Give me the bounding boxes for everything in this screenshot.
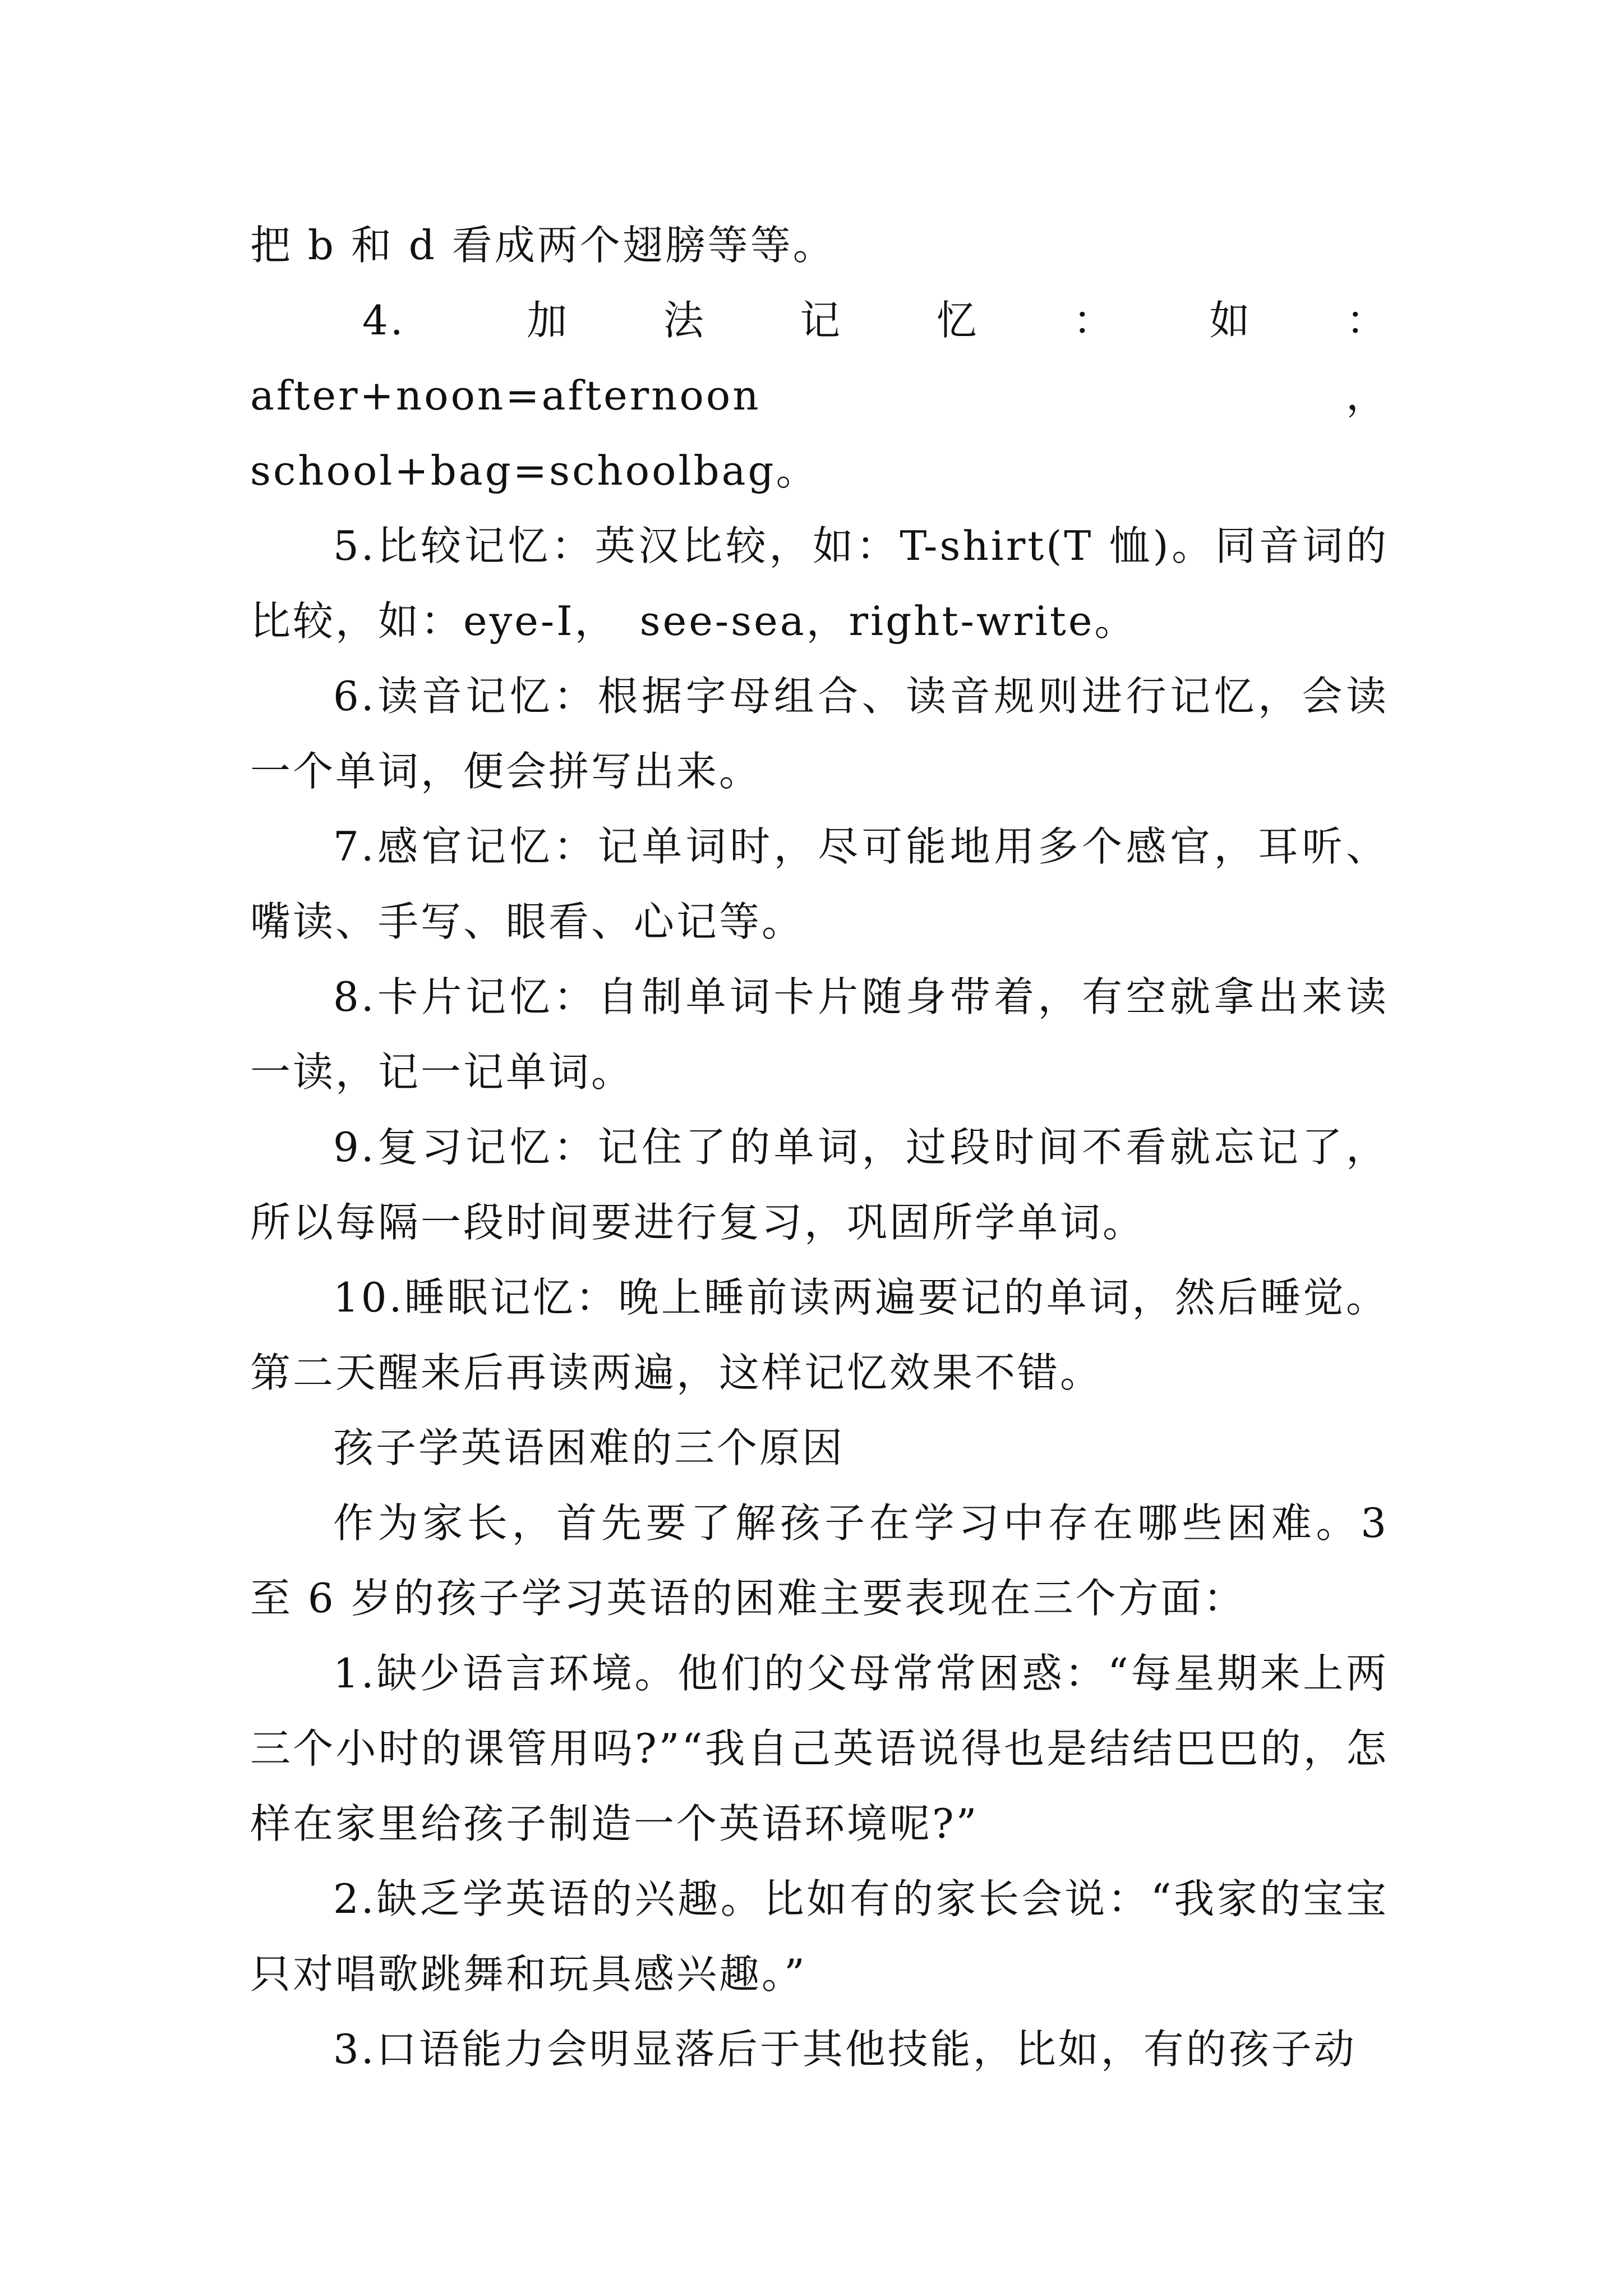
paragraph-item-9: 9.复习记忆：记住了的单词，过段时间不看就忘记了，所以每隔一段时间要进行复习，巩固所学单词。 [250, 1124, 1389, 1246]
paragraph-item-6: 6.读音记忆：根据字母组合、读音规则进行记忆，会读一个单词，便会拼写出来。 [250, 673, 1389, 795]
section-heading: 孩子学英语困难的三个原因 [333, 1424, 845, 1471]
paragraph-reason-2: 2.缺乏学英语的兴趣。比如有的家长会说：“我家的宝宝只对唱歌跳舞和玩具感兴趣。” [250, 1875, 1389, 1998]
document-body [250, 208, 1389, 2087]
paragraph-item-4: 4. 加 法 记 忆 ： 如 ： after+noon=afternoon ，school+bag=schoolbag。 [250, 297, 1389, 494]
paragraph-reason-1: 1.缺少语言环境。他们的父母常常困惑：“每星期来上两三个小时的课管用吗?”“我自己英语说得也是结结巴巴的，怎样在家里给孩子制造一个英语环境呢?” [250, 1650, 1389, 1847]
paragraph-item-7: 7.感官记忆：记单词时，尽可能地用多个感官，耳听、嘴读、手写、眼看、心记等。 [250, 823, 1389, 945]
paragraph-item-8: 8.卡片记忆：自制单词卡片随身带着，有空就拿出来读一读，记一记单词。 [250, 973, 1389, 1096]
paragraph-reason-3: 3.口语能力会明显落后于其他技能，比如，有的孩子动 [333, 2026, 1357, 2073]
paragraph-item-5: 5.比较记忆：英汉比较，如：T-shirt(T 恤)。同音词的比较，如：eye-I， see-sea，right-write。 [250, 522, 1389, 645]
paragraph-intro: 作为家长，首先要了解孩子在学习中存在哪些困难。3 至 6 岁的孩子学习英语的困难主要表现在三个方面： [250, 1499, 1389, 1622]
paragraph-item-10: 10.睡眠记忆：晚上睡前读两遍要记的单词，然后睡觉。第二天醒来后再读两遍，这样记忆效果不错。 [250, 1274, 1389, 1396]
paragraph-continuation: 把 b 和 d 看成两个翅膀等等。 [250, 222, 836, 269]
